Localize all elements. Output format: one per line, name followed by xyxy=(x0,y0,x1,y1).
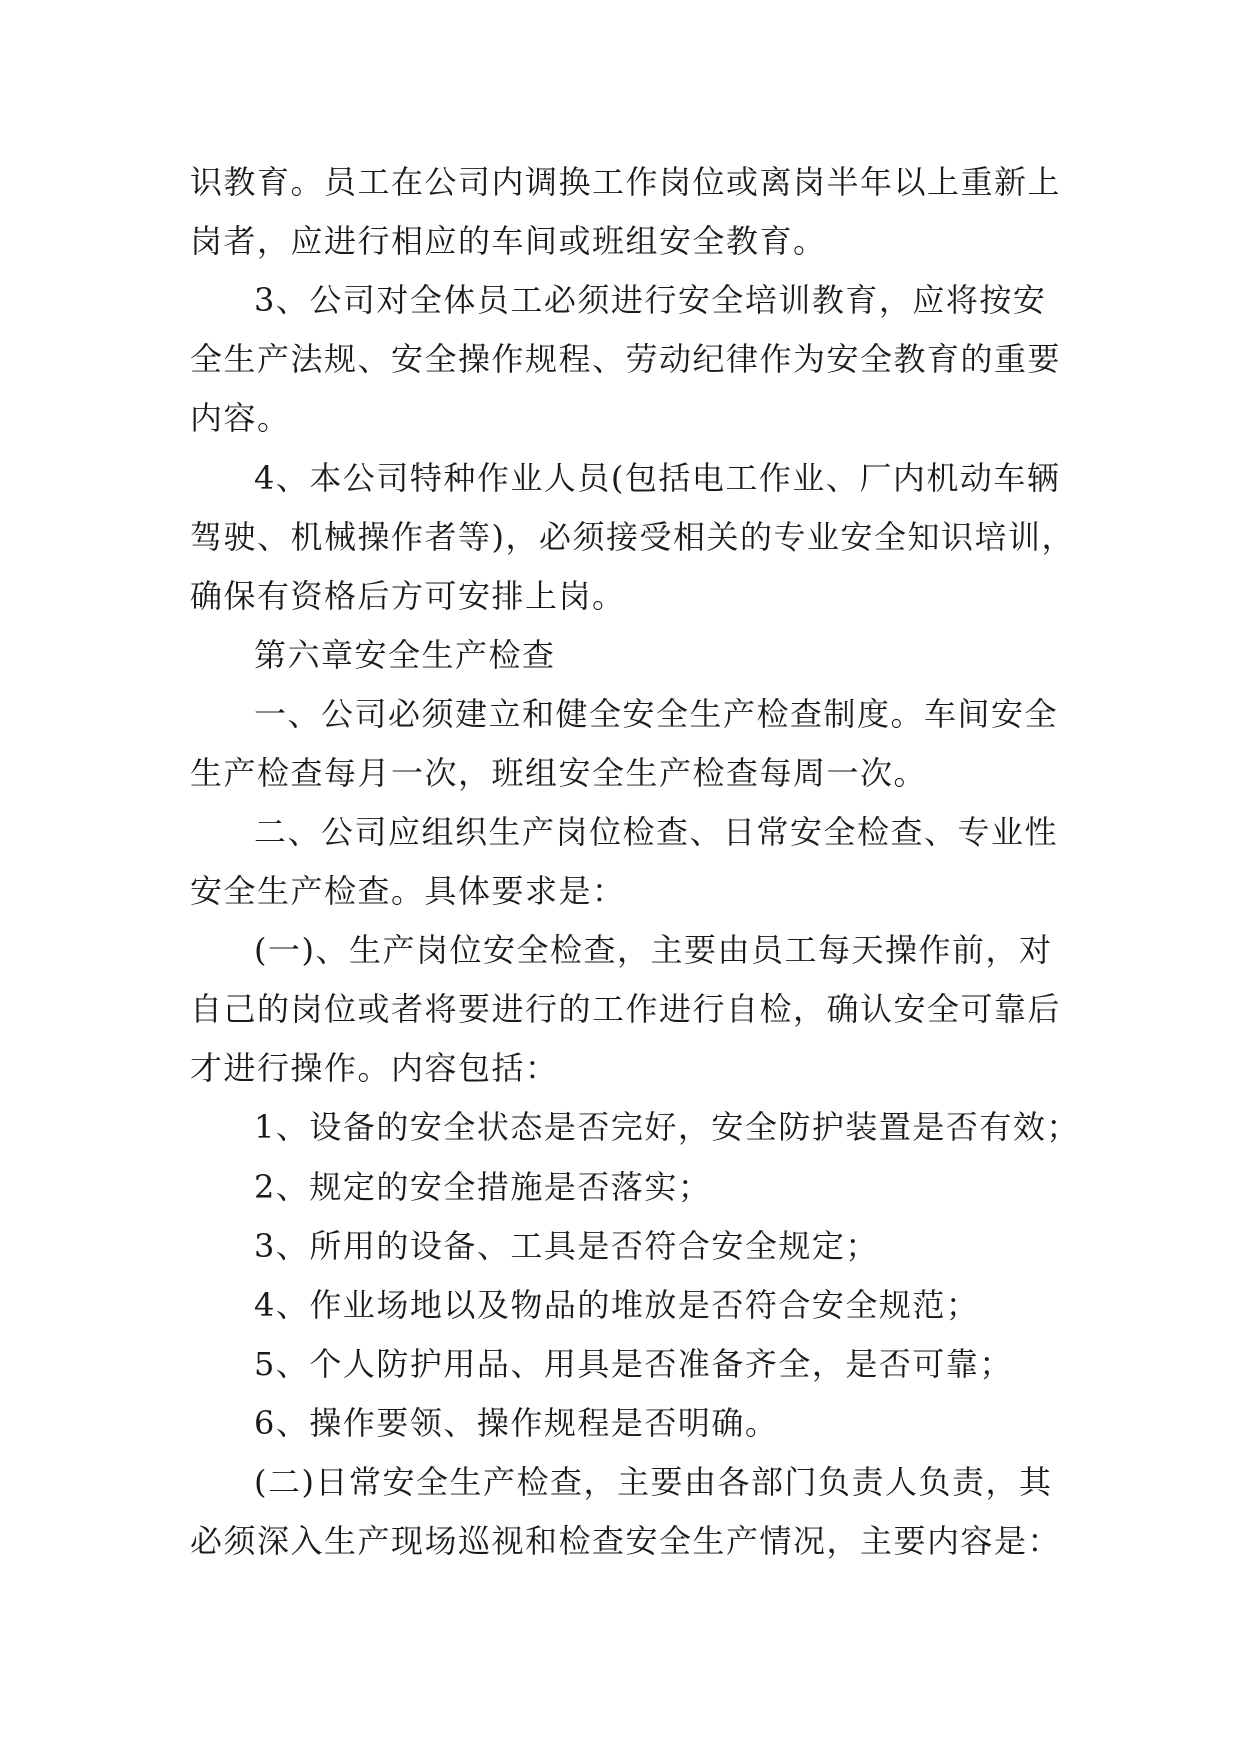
list-item: 4、作业场地以及物品的堆放是否符合安全规范； xyxy=(254,1286,980,1324)
list-item: 2、规定的安全措施是否落实； xyxy=(254,1168,712,1206)
paragraph-start-line: 4、本公司特种作业人员(包括电工作业、厂内机动车辆 xyxy=(254,459,1061,497)
list-item: 3、所用的设备、工具是否符合安全规定； xyxy=(254,1227,879,1265)
paragraph-start-line: 一、公司必须建立和健全安全生产检查制度。车间安全 xyxy=(254,695,1059,733)
text-line: 安全生产检查。具体要求是： xyxy=(190,872,626,910)
text-line: 确保有资格后方可安排上岗。 xyxy=(190,577,626,615)
list-item: 5、个人防护用品、用具是否准备齐全，是否可靠； xyxy=(254,1345,1013,1383)
list-item: 6、操作要领、操作规程是否明确。 xyxy=(254,1404,779,1442)
paragraph-start-line: 3、公司对全体员工必须进行安全培训教育，应将按安 xyxy=(254,281,1047,319)
paragraph-start-line: 二、公司应组织生产岗位检查、日常安全检查、专业性 xyxy=(254,813,1059,851)
text-line: 内容。 xyxy=(190,399,291,437)
text-line: 全生产法规、安全操作规程、劳动纪律作为安全教育的重要 xyxy=(190,340,1062,378)
text-line: 驾驶、机械操作者等)，必须接受相关的专业安全知识培训， xyxy=(190,518,1075,556)
paragraph-start-line: (二)日常安全生产检查，主要由各部门负责人负责，其 xyxy=(254,1463,1053,1501)
text-line: 生产检查每月一次，班组安全生产检查每周一次。 xyxy=(190,754,928,792)
text-line: 必须深入生产现场巡视和检查安全生产情况，主要内容是： xyxy=(190,1522,1062,1560)
text-line: 自己的岗位或者将要进行的工作进行自检，确认安全可靠后 xyxy=(190,990,1062,1028)
text-line: 才进行操作。内容包括： xyxy=(190,1049,559,1087)
text-line: 识教育。员工在公司内调换工作岗位或离岗半年以上重新上 xyxy=(190,163,1062,201)
list-item: 1、设备的安全状态是否完好，安全防护装置是否有效； xyxy=(254,1108,1080,1146)
paragraph-start-line: (一)、生产岗位安全检查，主要由员工每天操作前，对 xyxy=(254,931,1053,969)
chapter-heading: 第六章安全生产检查 xyxy=(254,636,556,674)
text-line: 岗者，应进行相应的车间或班组安全教育。 xyxy=(190,222,827,260)
